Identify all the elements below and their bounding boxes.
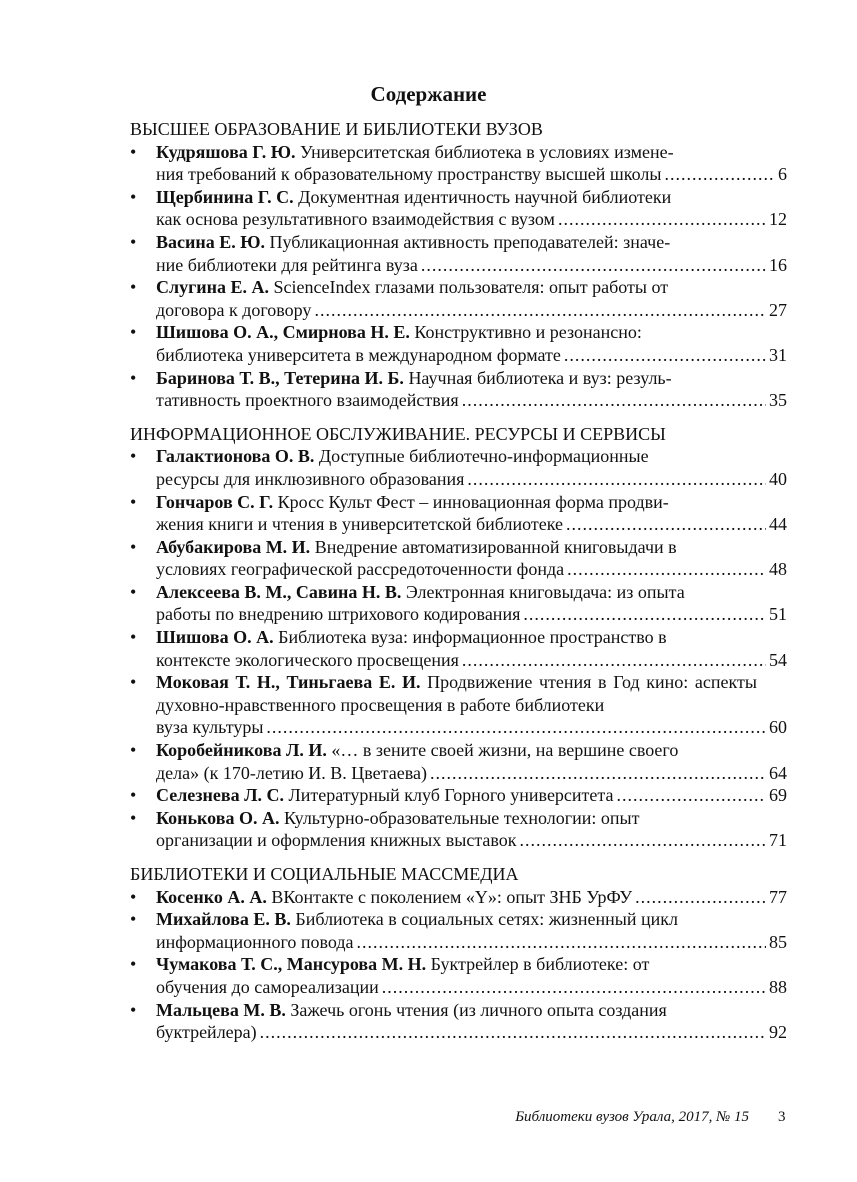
entry-title: [156, 491, 787, 514]
entry-title-text: Культурно-образовательные технологии: опыт: [283, 807, 640, 828]
dot-leader: [421, 254, 766, 277]
entry-title-end-text: контексте экологического просвещения: [156, 649, 459, 670]
entry-title: [156, 807, 787, 830]
toc-entry[interactable]: [130, 186, 787, 231]
entry-title-end-text: обучения до самореализации: [156, 976, 379, 997]
entry-author: Алексеева В. М., Савина Н. В.: [156, 581, 402, 602]
entry-page-number[interactable]: 31: [769, 344, 787, 365]
entry-title-end-text: как основа результативного взаимодействия с вузом: [156, 209, 555, 230]
entry-page-number[interactable]: 51: [769, 604, 787, 625]
entry-title-text: Электронная книговыдача: из опыта: [405, 581, 685, 602]
dot-leader: [357, 931, 766, 954]
entry-title-text: Кросс Культ Фест – инновационная форма продви-: [277, 491, 669, 512]
entry-page-number[interactable]: 16: [769, 254, 787, 275]
entry-title: [156, 141, 787, 164]
entry-title: [156, 321, 787, 344]
toc-entry[interactable]: [130, 886, 787, 909]
entry-title-end-text: жения книги и чтения в университетской библиотеке: [156, 514, 564, 535]
bullet-icon: •: [130, 277, 137, 298]
entry-title-end-text: организации и оформления книжных выставок: [156, 830, 517, 851]
entry-title-text: Доступные библиотечно-информационные: [318, 446, 649, 467]
entry-last-line: [156, 716, 787, 739]
entry-author: Кудряшова Г. Ю.: [156, 141, 296, 162]
entry-author: Абубакирова М. И.: [156, 536, 311, 557]
entry-title-end-text: ние библиотеки для рейтинга вуза: [156, 254, 418, 275]
page-number: 3: [778, 1109, 786, 1125]
entry-last-line: [156, 468, 787, 491]
entry-title-end-text: тативность проектного взаимодействия: [156, 390, 459, 411]
entry-title-text: Продвижение чтения в Год кино: аспекты духовно-нравственного просвещения в работе библиотеки: [156, 672, 758, 715]
entry-last-line: [156, 1021, 787, 1044]
entry-title-end: [156, 513, 563, 536]
entry-title-end: [156, 468, 464, 491]
bullet-icon: •: [130, 231, 137, 252]
toc-entry[interactable]: [130, 445, 787, 490]
entry-page-number[interactable]: 71: [769, 830, 787, 851]
toc-section: [130, 863, 787, 1044]
entry-title-end: [156, 389, 459, 412]
dot-leader: [467, 468, 766, 491]
entry-last-line: [156, 976, 787, 999]
dot-leader: [260, 1021, 766, 1044]
entry-page-number[interactable]: 88: [769, 976, 787, 997]
toc-entry[interactable]: [130, 807, 787, 852]
dot-leader: [382, 976, 766, 999]
entry-last-line: [156, 886, 787, 909]
entry-title: [156, 671, 787, 716]
page-title: Содержание: [370, 82, 487, 106]
entry-title-end-text: договора к договору: [156, 299, 312, 320]
entry-title: [156, 186, 787, 209]
entry-title-end-text: условиях географической рассредоточенности фонда: [156, 559, 565, 580]
dot-leader: [564, 344, 766, 367]
toc-entry[interactable]: [130, 231, 787, 276]
entry-author: Баринова Т. В., Тетерина И. Б.: [156, 367, 404, 388]
entry-title-text: Библиотека вуза: информационное пространство в: [278, 627, 667, 648]
entry-title-end: [156, 784, 613, 807]
entry-title-end: [156, 886, 632, 909]
entry-last-line: [156, 344, 787, 367]
entry-last-line: [156, 254, 787, 277]
bullet-icon: •: [130, 785, 137, 806]
entry-title-end-text: ния требований к образовательному пространству высшей школы: [156, 164, 662, 185]
entry-title: [156, 739, 787, 762]
entry-title: [156, 908, 787, 931]
bullet-icon: •: [130, 141, 137, 162]
entry-title-end-text: библиотека университета в международном формате: [156, 344, 561, 365]
entry-title-text: «… в зените своей жизни, на вершине своего: [331, 740, 679, 761]
toc-entry[interactable]: [130, 626, 787, 671]
entry-page-number[interactable]: 77: [769, 886, 787, 907]
bullet-icon: •: [130, 886, 137, 907]
toc-entry[interactable]: [130, 953, 787, 998]
entry-author: Галактионова О. В.: [156, 446, 315, 467]
entry-last-line: [156, 513, 787, 536]
dot-leader: [462, 649, 766, 672]
bullet-icon: •: [130, 536, 137, 557]
entry-author: Селезнева Л. С.: [156, 785, 285, 806]
toc-entry[interactable]: [130, 784, 787, 807]
entry-last-line: [156, 208, 787, 231]
entry-page-number[interactable]: 44: [769, 514, 787, 535]
entry-title-text: Публикационная активность преподавателей: значе-: [269, 231, 671, 252]
entry-title-end: [156, 716, 263, 739]
entry-author: Михайлова Е. В.: [156, 909, 291, 930]
toc-entry[interactable]: [130, 908, 787, 953]
bullet-icon: •: [130, 446, 137, 467]
entry-title: [156, 536, 787, 559]
entry-last-line: [156, 829, 787, 852]
section-heading: БИБЛИОТЕКИ И СОЦИАЛЬНЫЕ МАССМЕДИА: [130, 864, 519, 884]
entry-page-number[interactable]: 64: [769, 762, 787, 783]
entry-author: Щербинина Г. С.: [156, 186, 294, 207]
entry-last-line: [156, 299, 787, 322]
entry-title: [156, 999, 787, 1022]
dot-leader: [558, 208, 766, 231]
entry-page-number[interactable]: 27: [769, 299, 787, 320]
entry-title-text: Буктрейлер в библиотеке: от: [430, 954, 650, 975]
entry-author: Конькова О. А.: [156, 807, 280, 828]
entry-title-text: Университетская библиотека в условиях измене-: [299, 141, 674, 162]
entry-author: Чумакова Т. С., Мансурова М. Н.: [156, 954, 427, 975]
entry-title-text: Внедрение автоматизированной книговыдачи в: [314, 536, 677, 557]
entry-title-text: Конструктивно и резонансно:: [414, 322, 642, 343]
section-heading: ИНФОРМАЦИОННОЕ ОБСЛУЖИВАНИЕ. РЕСУРСЫ И СЕРВИСЫ: [130, 423, 666, 444]
entry-title-end-text: работы по внедрению штрихового кодирования: [156, 604, 521, 625]
bullet-icon: •: [130, 581, 137, 602]
entry-author: Шишова О. А., Смирнова Н. Е.: [156, 322, 410, 343]
entry-page-number[interactable]: 69: [769, 785, 787, 806]
entry-title: [156, 276, 787, 299]
entry-title-end: [156, 931, 354, 954]
dot-leader: [462, 389, 766, 412]
toc-entry[interactable]: [130, 141, 787, 186]
entry-title-end: [156, 254, 418, 277]
entry-title-end: [156, 163, 661, 186]
entry-last-line: [156, 558, 787, 581]
toc-entry[interactable]: [130, 536, 787, 581]
bullet-icon: •: [130, 909, 137, 930]
entry-title-end-text: Литературный клуб Горного университета: [288, 785, 614, 806]
toc-entry[interactable]: [130, 581, 787, 626]
entry-title-end: [156, 649, 459, 672]
entry-author: Косенко А. А.: [156, 886, 267, 907]
entry-title-text: Документная идентичность научной библиотеки: [298, 186, 672, 207]
entry-title: [156, 953, 787, 976]
entry-title-end-text: ресурсы для инклюзивного образования: [156, 468, 465, 489]
dot-leader: [566, 513, 766, 536]
entry-title-end: [156, 299, 311, 322]
entry-title-end-text: вуза культуры: [156, 717, 264, 738]
dot-leader: [616, 784, 766, 807]
entry-author: Шишова О. А.: [156, 627, 274, 648]
entry-title-end: [156, 1021, 257, 1044]
entry-page-number[interactable]: 40: [769, 468, 787, 489]
dot-leader: [567, 558, 766, 581]
dot-leader: [266, 716, 766, 739]
entry-title-end-text: буктрейлера): [156, 1022, 257, 1043]
bullet-icon: •: [130, 999, 137, 1020]
entry-last-line: [156, 931, 787, 954]
bullet-icon: •: [130, 954, 137, 975]
entry-title-end: [156, 603, 520, 626]
toc-entry[interactable]: [130, 671, 787, 739]
entry-title: [156, 445, 787, 468]
toc-section: [130, 423, 787, 852]
entry-title-text: Научная библиотека и вуз: резуль-: [408, 367, 672, 388]
entry-author: Гончаров С. Г.: [156, 491, 274, 512]
entry-page-number[interactable]: 12: [769, 209, 787, 230]
dot-leader: [664, 163, 775, 186]
entry-author: Васина Е. Ю.: [156, 231, 266, 252]
entry-last-line: [156, 163, 787, 186]
entry-page-number[interactable]: 85: [769, 931, 787, 952]
entry-title-end: [156, 976, 379, 999]
journal-citation: Библиотеки вузов Урала, 2017, № 15: [515, 1109, 749, 1125]
entry-author: Коробейникова Л. И.: [156, 740, 327, 761]
toc-entry[interactable]: [130, 491, 787, 536]
dot-leader: [523, 603, 766, 626]
entry-title: [156, 581, 787, 604]
entry-last-line: [156, 389, 787, 412]
bullet-icon: •: [130, 807, 137, 828]
entry-page-number[interactable]: 92: [769, 1022, 787, 1043]
bullet-icon: •: [130, 740, 137, 761]
entry-title-end: [156, 208, 555, 231]
entry-title-end: [156, 762, 427, 785]
entry-title-end: [156, 344, 561, 367]
toc-entry[interactable]: [130, 367, 787, 412]
entry-title: [156, 231, 787, 254]
bullet-icon: •: [130, 322, 137, 343]
entry-page-number[interactable]: 48: [769, 559, 787, 580]
bullet-icon: •: [130, 491, 137, 512]
entry-title-end-text: ВКонтакте с поколением «Y»: опыт ЗНБ УрФУ: [271, 886, 633, 907]
entry-title-text: Зажечь огонь чтения (из личного опыта создания: [290, 999, 667, 1020]
entry-last-line: [156, 603, 787, 626]
entry-title-end: [156, 558, 564, 581]
dot-leader: [520, 829, 766, 852]
dot-leader: [314, 299, 766, 322]
bullet-icon: •: [130, 672, 137, 693]
entry-title-text: Библиотека в социальных сетях: жизненный цикл: [295, 909, 678, 930]
entry-title-text: ScienceIndex глазами пользователя: опыт работы от: [273, 277, 669, 298]
entry-title: [156, 367, 787, 390]
entry-title-end: [156, 829, 517, 852]
toc-entry[interactable]: [130, 999, 787, 1044]
entry-page-number[interactable]: 6: [778, 164, 787, 185]
bullet-icon: •: [130, 367, 137, 388]
section-heading: ВЫСШЕЕ ОБРАЗОВАНИЕ И БИБЛИОТЕКИ ВУЗОВ: [130, 119, 543, 139]
toc-entry[interactable]: [130, 321, 787, 366]
entry-last-line: [156, 784, 787, 807]
entry-last-line: [156, 762, 787, 785]
bullet-icon: •: [130, 627, 137, 648]
dot-leader: [430, 762, 766, 785]
entry-page-number[interactable]: 54: [769, 649, 787, 670]
entry-title-end-text: дела» (к 170-летию И. В. Цветаева): [156, 762, 427, 783]
toc-entry[interactable]: [130, 739, 787, 784]
entry-last-line: [156, 649, 787, 672]
table-of-contents: [130, 118, 787, 1044]
entry-author: Слугина Е. А.: [156, 277, 270, 298]
toc-section: [130, 118, 787, 412]
toc-entry[interactable]: [130, 276, 787, 321]
dot-leader: [635, 886, 766, 909]
entry-page-number[interactable]: 35: [769, 390, 787, 411]
entry-author: Моковая Т. Н., Тиньгаева Е. И.: [156, 672, 421, 693]
entry-page-number[interactable]: 60: [769, 717, 787, 738]
bullet-icon: •: [130, 186, 137, 207]
entry-title: [156, 626, 787, 649]
entry-author: Мальцева М. В.: [156, 999, 286, 1020]
entry-title-end-text: информационного повода: [156, 931, 354, 952]
